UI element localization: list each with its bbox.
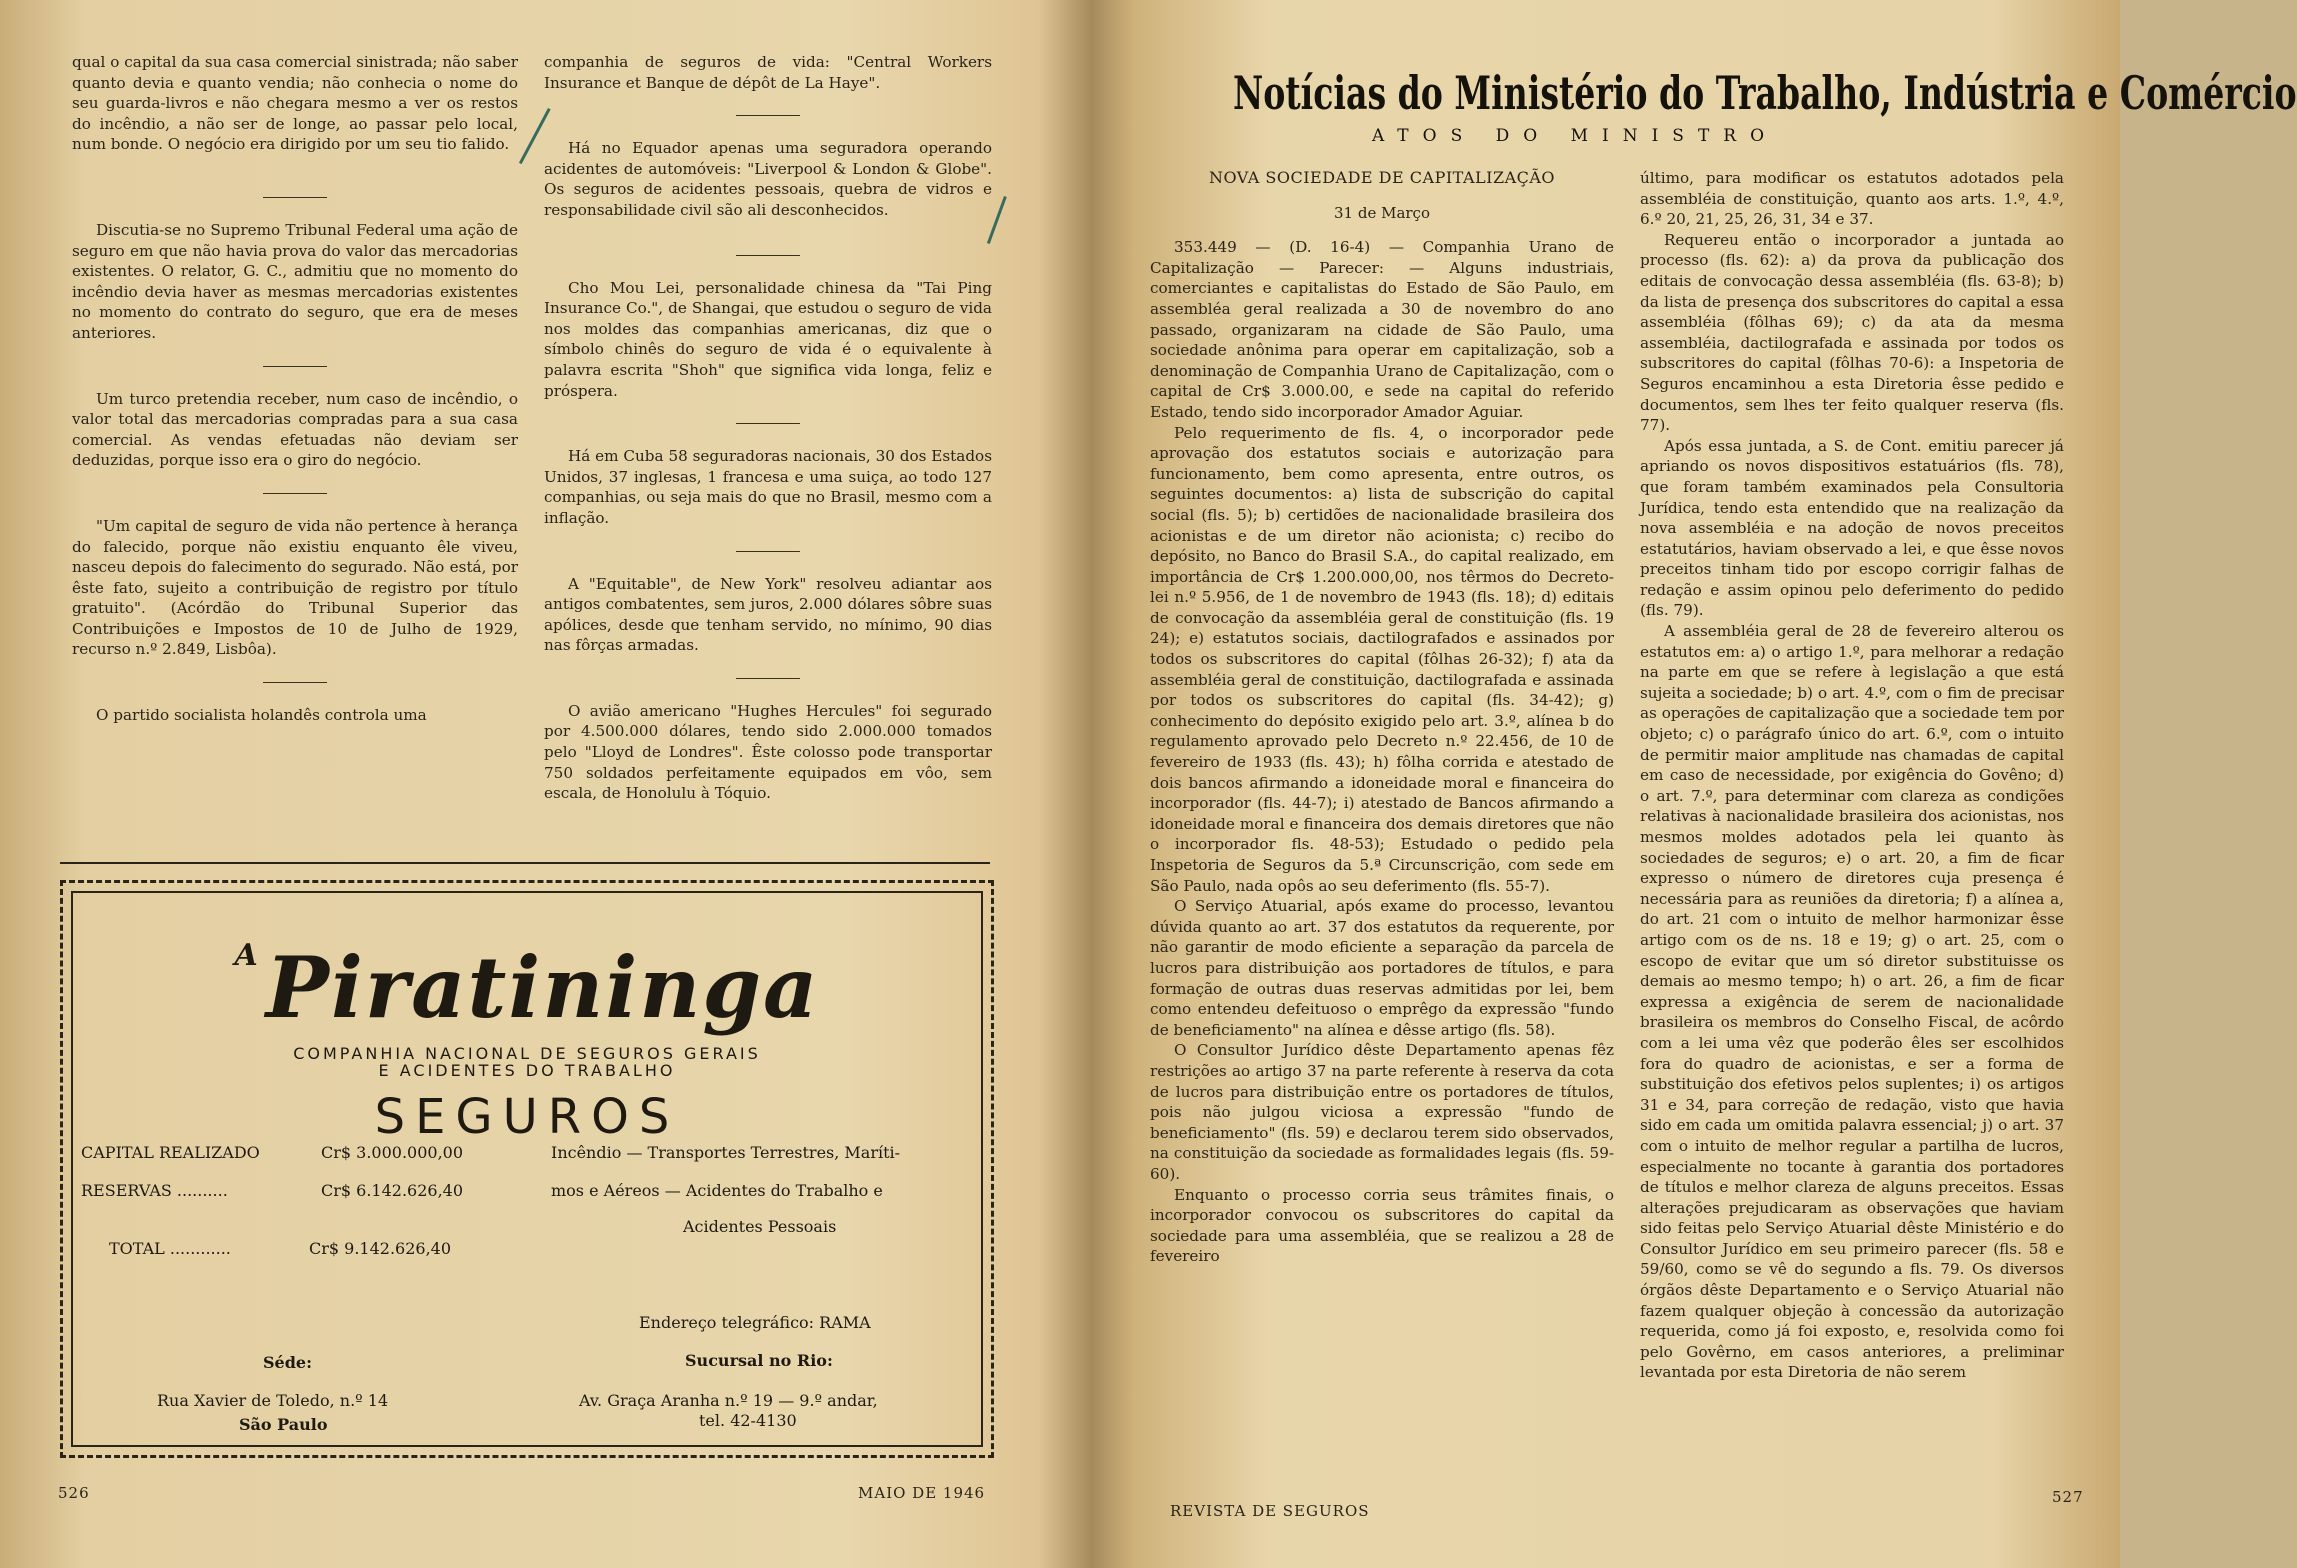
reservas-row: [81, 1181, 464, 1200]
page-headline: Notícias do Ministério do Trabalho, Indústria e Comércio: [1233, 66, 2297, 120]
paragraph: A assembléia geral de 28 de fevereiro alterou os estatutos em: a) o artigo 1.º, para melhorar a redação na parte em que se refere à legislação a que está sujeita a sociedade; b) o art. 4.º, com o fim de precisar as operações de capitalização que a sociedade tem por objeto; c) o parágrafo único do art. 6.º, com o intuito de permitir maior amplitude nas chamadas de capital em caso de necessidade, por exigência do Govêno; d) o art. 7.º, para determinar com clareza as condições relativas à nacionalidade brasileira dos acionistas, nos mesmos moldes adotados pela lei quanto às sociedades de seguros; e) o art. 20, a fim de ficar expresso o número de diretores cuja presença é necessária para as reuniões da diretoria; f) a alínea a, do art. 21 com o intuito de melhor harmonizar êsse artigo com os de ns. 18 e 19; g) o art. 25, com o escopo de evitar que um só diretor substituisse os demais ao mesmo tempo; h) o art. 26, a fim de ficar expressa a exigência de serem de nacionalidade brasileira os membros do Conselho Fiscal, de acôrdo com a lei uma vêz que poderão êles ser escolhidos fora do quadro de acionistas, e ser a forma de substituição dos efetivos pelos suplentes; i) os artigos 31 e 34, para correção de redação, visto que havia sido em cada um omitida palavra essencial; j) o art. 37 com o intuito de melhor regular a partilha de lucros, especialmente no tocante à garantia dos portadores de títulos e melhor clareza de alguns preceitos. Essas alterações prejudicaram as observações que haviam sido feitas pelo Serviço Atuarial dêste Ministério e do Consultor Jurídico em seu primeiro parecer (fls. 58 e 59/60, como se vê do segundo a fls. 79. Os diversos órgãos dêste Departamento e o Serviço Atuarial não fazem qualquer objeção à concessão da autorização requerida, como já foi exposto, e, resolvida como foi pelo Govêrno, em casos anteriores, a preliminar levantada por esta Diretoria de não serem: [1640, 622, 2064, 1382]
piratininga-advertisement: [60, 880, 994, 1458]
sede-city: São Paulo: [239, 1415, 328, 1434]
reservas-value: Cr$ 6.142.626,40: [321, 1181, 464, 1200]
separator: [736, 255, 800, 256]
total-value: Cr$ 9.142.626,40: [309, 1239, 452, 1258]
paragraph: Após essa juntada, a S. de Cont. emitiu parecer já apriando os novos dispositivos estatuários (fls. 78), que foram também examinados pela Consultoria Jurídica, tendo esta entendido que na realização da nova assembléia e na adoção de novos preceitos estatutários, haviam observado a lei, e que êsse novos preceitos tinham tido por escopo corrigir falhas de redação e assim opinou pelo deferimento do pedido (fls. 79).: [1640, 436, 2064, 620]
brand-logo: [73, 938, 981, 1037]
paragraph: último, para modificar os estatutos adotados pela assembléia de constituição, quanto aos arts. 1.º, 4.º, 6.º 20, 21, 25, 26, 31, 34 e 37.: [1640, 169, 2064, 229]
capital-label: CAPITAL REALIZADO: [81, 1143, 260, 1162]
paragraph: O avião americano "Hughes Hercules" foi segurado por 4.500.000 dólares, tendo sido 2.000.000 tomados pelo "Lloyd de Londres". Êste colosso pode transportar 750 soldados perfeitamente equipados em vôo, sem escala, de Honolulu à Tóquio.: [544, 701, 992, 803]
separator: [736, 678, 800, 679]
paragraph: Há no Equador apenas uma seguradora operando acidentes de automóveis: "Liverpool & London & Globe". Os seguros de acidentes pessoais, quebra de vidros e responsabilidade civil são ali desconhecidos.: [544, 139, 992, 219]
separator: [263, 197, 327, 198]
brand-name: Piratininga: [265, 938, 820, 1037]
sucursal-phone: tel. 42-4130: [699, 1411, 797, 1430]
magazine-title: REVISTA DE SEGUROS: [1170, 1502, 1370, 1520]
paragraph: "Um capital de seguro de vida não pertence à herança do falecido, porque não existiu enquanto êle viveu, nasceu depois do falecimento do segurado. Não está, por êste fato, sujeito a contribuição de registro por título gratuito". (Acórdão do Tribunal Superior das Contribuições e Impostos de 10 de Julho de 1929, recurso n.º 2.849, Lisbôa).: [72, 516, 518, 659]
left-column-1: [72, 52, 518, 726]
paragraph: Requereu então o incorporador a juntada ao processo (fls. 62): a) da prova da publicação dos editais de convocação dessa assembléia (fls. 63-8); b) da lista de presença dos subscritores do capital a essa assembléia (fôlhas 69); c) da ata da mesma assembléia, dactilografada e assinada por todos os subscritores do capital (fôlhas 70-6): a Inspetoria de Seguros encaminhou a esta Diretoria êsse pedido e documentos, sem lhes ter feito qualquer reserva (fls. 77).: [1640, 230, 2064, 435]
sucursal-address: Av. Graça Aranha n.º 19 — 9.º andar,: [579, 1391, 878, 1410]
paragraph: O partido socialista holandês controla uma: [96, 706, 427, 725]
paragraph: A "Equitable", de New York" resolveu adiantar aos antigos combatentes, sem juros, 2.000 dólares sôbre suas apólices, desde que tenham servido, no mínimo, 90 dias nas fôrças armadas.: [544, 574, 992, 655]
paragraph: Há em Cuba 58 seguradoras nacionais, 30 dos Estados Unidos, 37 inglesas, 1 francesa e uma suiça, ao todo 127 companhias, ou seja mais do que no Brasil, mesmo com a inflação.: [544, 447, 992, 527]
paragraph: O Consultor Jurídico dêste Departamento apenas fêz restrições ao artigo 37 na parte referente à reserva da cota de lucros para distribuição entre os portadores de títulos, pois não julgou viciosa a expressão "fundo de beneficiamento" (fls. 59) e declarou terem sido observados, na constituição da sociedade as formalidades legais (fls. 59-60).: [1150, 1041, 1614, 1183]
ramos-line3: Acidentes Pessoais: [683, 1217, 837, 1236]
brand-subtitle-line2: E ACIDENTES DO TRABALHO: [378, 1061, 676, 1080]
capital-row: [81, 1143, 464, 1162]
brand-a: A: [234, 938, 260, 973]
paragraph: qual o capital da sua casa comercial sinistrada; não saber quanto devia e quanto vendia; não conhecia o nome do seu guarda-livros e não chegara mesmo a ver os restos do incêndio, a não ser de longe, ao passar pelo local, num bonde. O negócio era dirigido por um seu tio falido.: [72, 53, 518, 154]
page-number-left: 526: [58, 1484, 90, 1502]
separator: [736, 115, 800, 116]
horizontal-rule: [60, 862, 990, 864]
left-column-2: [544, 52, 992, 804]
separator: [263, 366, 327, 367]
reservas-label: RESERVAS ..........: [81, 1181, 228, 1200]
paragraph: Discutia-se no Supremo Tribunal Federal uma ação de seguro em que não havia prova do valor das mercadorias existentes. O relator, G. C., admitiu que no momento do incêndio devia haver as mesmas mercadorias existentes no momento do contrato do seguro, que era de meses anteriores.: [72, 220, 518, 342]
article-title: NOVA SOCIEDADE DE CAPITALIZAÇÃO: [1208, 168, 1556, 187]
paragraph: Enquanto o processo corria seus trâmites finais, o incorporador convocou os subscritores do capital da sociedade para uma assembléia, que se realizou a 28 de fevereiro: [1150, 1185, 1614, 1266]
sede-address: Rua Xavier de Toledo, n.º 14: [157, 1391, 389, 1410]
paragraph: 353.449 — (D. 16-4) — Companhia Urano de Capitalização — Parecer: — Alguns industriais, comerciantes e capitalistas do Estado de São Paulo, em assembléa geral realizada a 30 de novembro do ano passado, organizaram na cidade de São Paulo, uma sociedade anônima para operar em capitalização, sob a denominação de Companhia Urano de Capitalização, com o capital de Cr$ 3.000.00, e sede na capital do referido Estado, tendo sido incorporador Amador Aguiar.: [1150, 238, 1614, 421]
paragraph: O Serviço Atuarial, após exame do processo, levantou dúvida quanto ao art. 37 dos estatutos da requerente, por não garantir de modo eficiente a separação da parcela de lucros para distribuição aos portadores de títulos, e para formação de outras duas reservas admitidas por lei, bem como entendeu defeituoso o emprêgo da expressão "fundo de beneficiamento" na alínea e dêsse artigo (fls. 58).: [1150, 897, 1614, 1039]
ramos-line2: mos e Aéreos — Acidentes do Trabalho e: [551, 1181, 883, 1200]
sucursal-label: Sucursal no Rio:: [685, 1351, 833, 1370]
total-row: [109, 1239, 452, 1258]
paragraph: companhia de seguros de vida: "Central Workers Insurance et Banque de dépôt de La Haye".: [544, 53, 992, 92]
issue-date: MAIO DE 1946: [858, 1484, 986, 1502]
separator: [263, 493, 327, 494]
section-subheading: ATOS DO MINISTRO: [1371, 126, 1779, 146]
sede-label: Séde:: [263, 1353, 313, 1372]
separator: [736, 423, 800, 424]
separator: [263, 682, 327, 683]
ramos-line1: Incêndio — Transportes Terrestres, Maríti-: [551, 1143, 901, 1162]
paragraph: Pelo requerimento de fls. 4, o incorporador pede aprovação dos estatutos sociais e autorização para funcionamento, bem como apresenta, entre outros, os seguintes documentos: a) lista de subscrição do capital social (fls. 5); b) certidões de nacionalidade brasileira dos acionistas e de um diretor não acionista; c) recibo do depósito, no Banco do Brasil S.A., do capital realizado, em importância de Cr$ 1.200.000,00, nos têrmos do Decreto-lei n.º 5.956, de 1 de novembro de 1943 (fls. 18); d) editais de convocação da assembléia geral de constituição (fls. 19 24); e) estatutos sociais, dactilografados e assinados por todos os subscritores do capital (fôlhas 26-32); f) ata da assembléia geral de constituição, dactilografada e assinada por todos os subscritores do capital (fls. 34-42); g) conhecimento do depósito exigido pelo art. 3.º, alínea b do regulamento aprovado pelo Decreto n.º 22.456, de 10 de fevereiro de 1933 (fls. 43); h) fôlha corrida e atestado de dois bancos afirmando a idoneidade moral e financeira do incorporador (fls. 44-7); i) atestado de Bancos afirmando a idoneidade moral e financeira dos demais diretores que não o incorporador fls. 48-53); Estudado o pedido pela Inspetoria de Seguros da 5.ª Circunscrição, com sede em São Paulo, nada opôs ao seu deferimento (fls. 55-7).: [1150, 423, 1614, 895]
telegraphic-address: Endereço telegráfico: RAMA: [639, 1313, 871, 1332]
ad-inner-border: [71, 891, 983, 1447]
brand-subtitle: [73, 1045, 981, 1079]
right-column-1: [1150, 168, 1614, 1267]
brand-subtitle-line1: COMPANHIA NACIONAL DE SEGUROS GERAIS: [293, 1044, 761, 1063]
paragraph: Cho Mou Lei, personalidade chinesa da "Tai Ping Insurance Co.", de Shangai, que estudou o seguro de vida nos moldes das companhias americanas, diz que o símbolo chinês do seguro de vida é o equivalente à palavra escrita "Shoh" que significa vida longa, feliz e próspera.: [544, 278, 992, 400]
page-number-right: 527: [2052, 1488, 2084, 1506]
separator: [736, 551, 800, 552]
article-date: 31 de Março: [1333, 203, 1430, 222]
seguros-heading: SEGUROS: [374, 1089, 680, 1145]
capital-value: Cr$ 3.000.000,00: [321, 1143, 464, 1162]
paragraph: Um turco pretendia receber, num caso de incêndio, o valor total das mercadorias compradas para a sua casa comercial. As vendas efetuadas não deviam ser deduzidas, porque isso era o giro do negócio.: [72, 389, 518, 470]
right-column-2: [1640, 168, 2064, 1383]
total-label: TOTAL ............: [109, 1239, 231, 1258]
